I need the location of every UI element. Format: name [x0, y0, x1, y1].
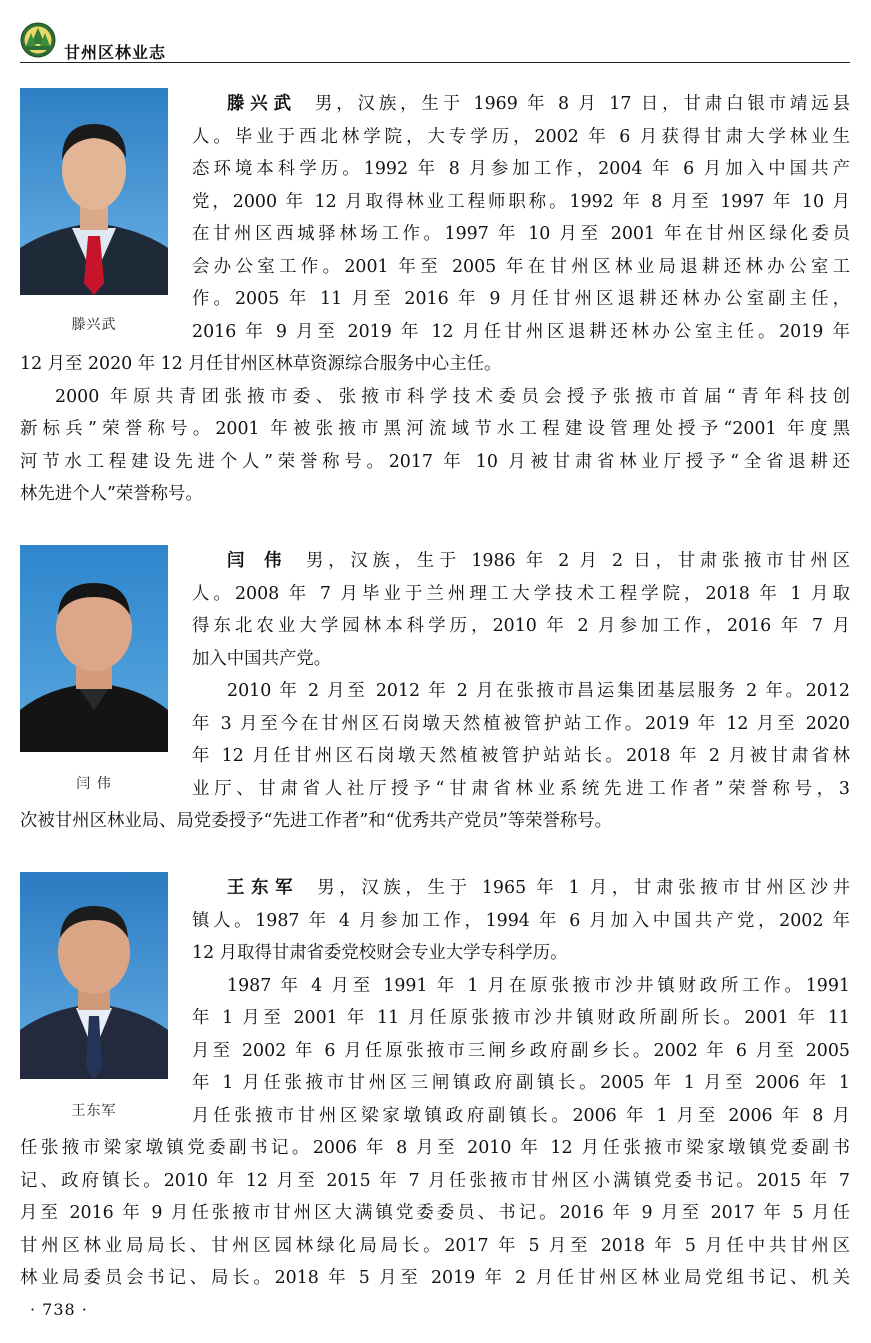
text-line: 2016 年 9 月至 2019 年 12 月任甘州区退耕还林办公室主任。2019 年 [192, 321, 850, 342]
text-line: 河节水工程建设先进个人”荣誉称号。2017 年 10 月被甘肃省林业厅授予“全省退耕还 [20, 451, 850, 472]
text-line: 人。毕业于西北林学院，大专学历，2002 年 6 月获得甘肃大学林业生 [192, 126, 850, 147]
text-line: 加入中国共产党。 [192, 648, 332, 669]
photo-caption: 滕兴武 [71, 317, 117, 333]
text-line: 甘州区林业局局长、甘州区园林绿化局局长。2017 年 5 月至 2018 年 5 月任中共甘州区 [20, 1235, 850, 1256]
text-line: 月至 2016 年 9 月任张掖市甘州区大满镇党委委员、书记。2016 年 9 月至 2017 年 5 月任 [20, 1203, 850, 1223]
text-line: 态环境本科学历。1992 年 8 月参加工作，2004 年 6 月加入中国共产 [192, 159, 850, 179]
text-line: 年 1 月任张掖市甘州区三闸镇政府副镇长。2005 年 1 月至 2006 年 1 [192, 1073, 850, 1093]
text-line: 业厅、甘肃省人社厅授予“甘肃省林业系统先进工作者”荣誉称号，3 [192, 778, 850, 799]
text-line: 12 月至 2020 年 12 月任甘州区林草资源综合服务中心主任。 [20, 354, 502, 374]
forestry-logo-icon [20, 22, 56, 58]
book-title: 甘州区林业志 [64, 43, 167, 62]
text-line: 人。2008 年 7 月毕业于兰州理工大学技术工程学院，2018 年 1 月取 [192, 583, 850, 604]
photo-caption: 闫 伟 [76, 776, 112, 792]
person-name: 王东军 [227, 878, 300, 898]
page-number: · 738 · [30, 1300, 88, 1319]
text-line: 作。2005 年 11 月至 2016 年 9 月任甘州区退耕还林办公室副主任， [192, 289, 850, 309]
text-line: 月任张掖市甘州区梁家墩镇政府副镇长。2006 年 1 月至 2006 年 8 月 [192, 1105, 850, 1126]
text-line: 林先进个人”荣誉称号。 [20, 484, 203, 504]
text-line: 会办公室工作。2001 年至 2005 年在甘州区林业局退耕还林办公室工 [192, 256, 850, 277]
text-line: 任张掖市梁家墩镇党委副书记。2006 年 8 月至 2010 年 12 月任张掖市梁家墩镇党委副书 [20, 1138, 850, 1158]
text-line: 王东军 男，汉族，生于 1965 年 1 月，甘肃张掖市甘州区沙井 [227, 878, 850, 898]
page-header [20, 18, 850, 64]
text-line: 得东北农业大学园林本科学历，2010 年 2 月参加工作，2016 年 7 月 [192, 616, 850, 636]
text-line: 月至 2002 年 6 月任原张掖市三闸乡政府副乡长。2002 年 6 月至 2005 [192, 1040, 850, 1061]
text-line: 年 1 月至 2001 年 11 月任原张掖市沙井镇财政所副所长。2001 年 11 [192, 1008, 850, 1028]
text-line: 年 12 月任甘州区石岗墩天然植被管护站站长。2018 年 2 月被甘肃省林 [192, 746, 850, 766]
text-line: 1987 年 4 月至 1991 年 1 月在原张掖市沙井镇财政所工作。1991 [227, 975, 850, 996]
text-line: 年 3 月至今在甘州区石岗墩天然植被管护站工作。2019 年 12 月至 2020 [192, 713, 850, 734]
person-name: 滕兴武 [227, 94, 297, 114]
text-line: 2000 年原共青团张掖市委、张掖市科学技术委员会授予张掖市首届“青年科技创 [55, 386, 850, 407]
text-line: 在甘州区西城驿林场工作。1997 年 10 月至 2001 年在甘州区绿化委员 [192, 224, 850, 244]
text-line: 次被甘州区林业局、局党委授予“先进工作者”和“优秀共产党员”等荣誉称号。 [20, 811, 613, 831]
header-divider [20, 62, 850, 63]
text-line: 镇人。1987 年 4 月参加工作，1994 年 6 月加入中国共产党，2002 年 [192, 910, 850, 931]
portrait-photo [20, 88, 168, 295]
text-line: 党，2000 年 12 月取得林业工程师职称。1992 年 8 月至 1997 年 10 月 [192, 191, 850, 212]
text-line: 12 月取得甘肃省委党校财会专业大学专科学历。 [192, 943, 568, 963]
text-line: 记、政府镇长。2010 年 12 月至 2015 年 7 月任张掖市甘州区小满镇党委书记。2015 年 7 [20, 1170, 850, 1191]
person-name: 闫 伟 [227, 551, 289, 571]
text-line: 闫 伟 男，汉族，生于 1986 年 2 月 2 日，甘肃张掖市甘州区 [227, 551, 850, 571]
text-line: 滕兴武 男，汉族，生于 1969 年 8 月 17 日，甘肃白银市靖远县 [227, 94, 850, 114]
text-line: 2010 年 2 月至 2012 年 2 月在张掖市昌运集团基层服务 2 年。2012 [227, 681, 850, 701]
portrait-photo [20, 545, 168, 752]
text-line: 林业局委员会书记、局长。2018 年 5 月至 2019 年 2 月任甘州区林业局党组书记、机关 [20, 1268, 850, 1288]
text-line: 新标兵”荣誉称号。2001 年被张掖市黑河流域节水工程建设管理处授予“2001 年度黑 [20, 419, 850, 439]
portrait-photo [20, 872, 168, 1079]
photo-caption: 王东军 [71, 1103, 117, 1119]
